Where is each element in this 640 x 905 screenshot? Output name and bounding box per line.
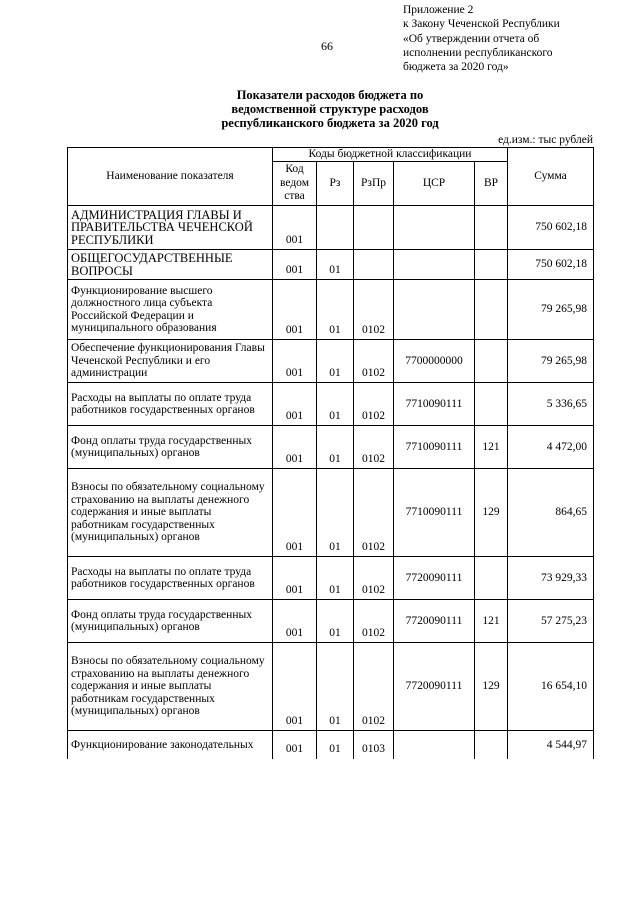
table-row [68,206,594,250]
page-number: 66 [321,39,333,53]
row-rz-cell: 01 [317,280,354,340]
row-rzpr-cell: 0102 [354,469,394,557]
row-vr-cell: 121 [475,600,508,643]
row-name-cell: Функционирование законодательных [68,731,273,759]
title-line: республиканского бюджета за 2020 год [221,116,439,131]
header-name: Наименование показателя [68,148,273,206]
row-ved-cell: 001 [273,557,317,600]
row-ved-cell: 001 [273,643,317,731]
row-vr-cell: 129 [475,469,508,557]
row-ved-cell: 001 [273,426,317,469]
appendix-line: «Об утверждении отчета об [403,32,540,45]
row-vr-cell [475,557,508,600]
row-ved-cell: 001 [273,469,317,557]
table-row [68,731,594,759]
row-rzpr-cell: 0102 [354,280,394,340]
row-vr-cell: 121 [475,426,508,469]
row-csr-cell: 7700000000 [394,340,475,383]
appendix-line: к Закону Чеченской Республики [403,18,560,31]
row-ved-cell: 001 [273,731,317,759]
row-rz-cell [317,206,354,250]
row-rz-cell: 01 [317,426,354,469]
header-rz: Рз [317,162,354,206]
row-csr-cell: 7720090111 [394,600,475,643]
row-sum-cell: 750 602,18 [508,206,594,250]
row-sum-cell: 4 544,97 [508,731,594,759]
row-sum-cell: 750 602,18 [508,250,594,280]
row-ved-cell: 001 [273,600,317,643]
table-row [68,250,594,280]
header-codes-group: Коды бюджетной классификации [273,148,508,162]
row-rz-cell: 01 [317,469,354,557]
row-rz-cell: 01 [317,250,354,280]
row-csr-cell [394,280,475,340]
row-rzpr-cell [354,250,394,280]
row-sum-cell: 16 654,10 [508,643,594,731]
row-csr-cell [394,250,475,280]
appendix-note [403,3,560,74]
row-vr-cell [475,206,508,250]
title-line: Показатели расходов бюджета по [236,88,424,102]
header-ved: Код ведом ства [273,162,317,206]
row-sum-cell: 73 929,33 [508,557,594,600]
units-label: ед.изм.: тыс рублей [498,134,593,146]
budget-table [67,147,594,759]
row-rzpr-cell: 0102 [354,383,394,426]
row-ved-cell: 001 [273,340,317,383]
row-ved-cell: 001 [273,250,317,280]
table-row [68,340,594,383]
row-sum-cell: 57 275,23 [508,600,594,643]
row-name-cell: ОБЩЕГОСУДАРСТВЕННЫЕ ВОПРОСЫ [68,250,273,280]
row-name-cell: Фонд оплаты труда государственных (муниципальных) органов [68,600,273,643]
appendix-line: бюджета за 2020 год» [403,61,509,74]
appendix-line: исполнении республиканского [403,46,553,59]
row-rz-cell: 01 [317,557,354,600]
header-csr: ЦСР [394,162,475,206]
row-rz-cell: 01 [317,731,354,759]
row-ved-cell: 001 [273,206,317,250]
row-vr-cell [475,280,508,340]
table-row [68,557,594,600]
row-csr-cell: 7720090111 [394,557,475,600]
row-name-cell: Взносы по обязательному социальному страхованию на выплаты денежного содержания и иные выплаты работникам государственных (муниципальных) органов [68,643,273,731]
row-name-cell: Расходы на выплаты по оплате труда работников государственных органов [68,383,273,426]
row-name-cell: Расходы на выплаты по оплате труда работников государственных органов [68,557,273,600]
row-name-cell: АДМИНИСТРАЦИЯ ГЛАВЫ И ПРАВИТЕЛЬСТВА ЧЕЧЕНСКОЙ РЕСПУБЛИКИ [68,206,273,250]
row-rzpr-cell: 0103 [354,731,394,759]
table-row [68,426,594,469]
header-sum: Сумма [508,148,594,206]
row-csr-cell [394,206,475,250]
row-sum-cell: 79 265,98 [508,280,594,340]
row-csr-cell [394,731,475,759]
title-line: ведомственной структуре расходов [231,102,429,117]
table-row [68,600,594,643]
row-rz-cell: 01 [317,600,354,643]
row-rzpr-cell: 0102 [354,426,394,469]
row-vr-cell [475,340,508,383]
row-sum-cell: 79 265,98 [508,340,594,383]
row-name-cell: Обеспечение функционирования Главы Чеченской Республики и его администрации [68,340,273,383]
row-rz-cell: 01 [317,383,354,426]
row-vr-cell [475,731,508,759]
row-sum-cell: 864,65 [508,469,594,557]
row-rzpr-cell [354,206,394,250]
row-rz-cell: 01 [317,340,354,383]
row-rzpr-cell: 0102 [354,557,394,600]
row-name-cell: Фонд оплаты труда государственных (муниципальных) органов [68,426,273,469]
row-csr-cell: 7710090111 [394,426,475,469]
header-vr: ВР [475,162,508,206]
row-name-cell: Функционирование высшего должностного лица субъекта Российской Федерации и муниципального образования [68,280,273,340]
row-csr-cell: 7710090111 [394,469,475,557]
table-row [68,280,594,340]
row-ved-cell: 001 [273,383,317,426]
table-row [68,383,594,426]
appendix-line: Приложение 2 [403,4,474,16]
header-rzpr: РзПр [354,162,394,206]
table-row [68,469,594,557]
row-csr-cell: 7710090111 [394,383,475,426]
row-vr-cell [475,250,508,280]
document-title [180,88,480,131]
row-csr-cell: 7720090111 [394,643,475,731]
row-rzpr-cell: 0102 [354,600,394,643]
row-rz-cell: 01 [317,643,354,731]
row-sum-cell: 4 472,00 [508,426,594,469]
row-rzpr-cell: 0102 [354,340,394,383]
row-sum-cell: 5 336,65 [508,383,594,426]
row-rzpr-cell: 0102 [354,643,394,731]
row-ved-cell: 001 [273,280,317,340]
row-vr-cell [475,383,508,426]
row-vr-cell: 129 [475,643,508,731]
row-name-cell: Взносы по обязательному социальному страхованию на выплаты денежного содержания и иные выплаты работникам государственных (муниципальных) органов [68,469,273,557]
table-row [68,643,594,731]
budget-table-body [68,206,594,759]
